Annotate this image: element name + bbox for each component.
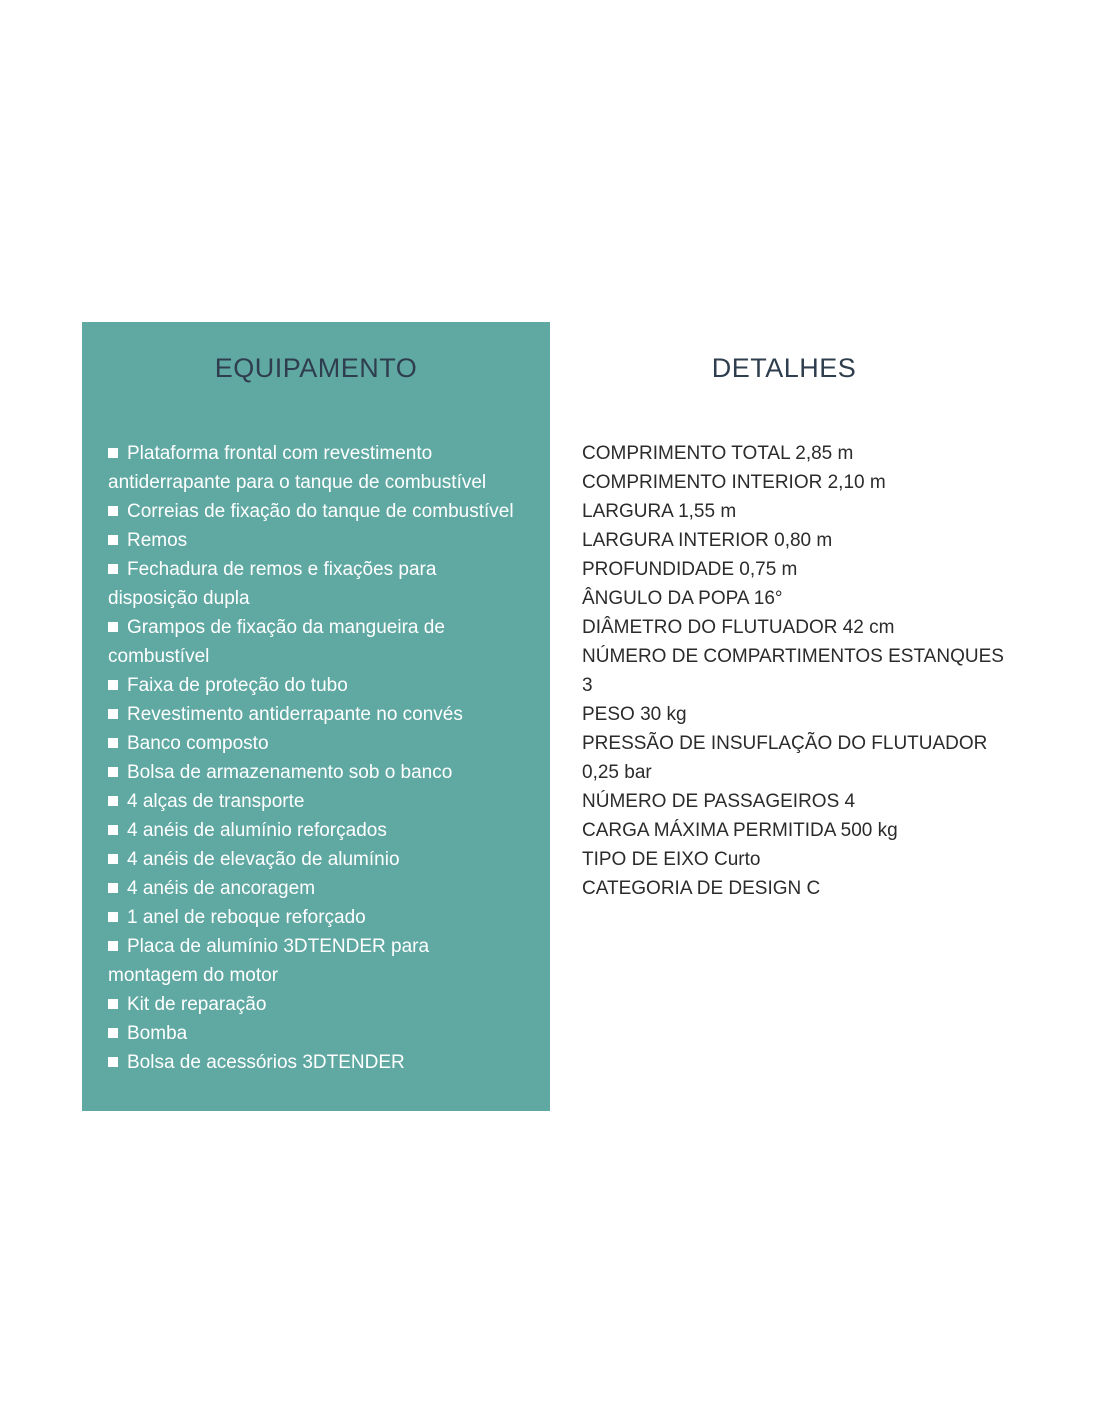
equipment-item-label: Fechadura de remos e fixações para disposição dupla — [108, 559, 437, 609]
equipment-list-item — [108, 758, 514, 787]
detail-line: CATEGORIA DE DESIGN C — [582, 878, 821, 899]
detail-line: NÚMERO DE PASSAGEIROS 4 — [582, 791, 856, 812]
square-bullet-icon — [108, 680, 118, 690]
equipment-list — [108, 439, 524, 1077]
equipment-item-label: 4 anéis de ancoragem — [127, 878, 316, 899]
equipment-item-label: Bolsa de armazenamento sob o banco — [127, 762, 453, 783]
detail-line: PRESSÃO DE INSUFLAÇÃO DO FLUTUADOR 0,25 bar — [582, 733, 988, 783]
equipment-item-label: Revestimento antiderrapante no convés — [127, 704, 463, 725]
equipment-item-label: Grampos de fixação da mangueira de combustível — [108, 617, 445, 667]
detail-line: NÚMERO DE COMPARTIMENTOS ESTANQUES 3 — [582, 646, 1004, 696]
equipment-list-item — [108, 729, 514, 758]
equipment-list-item — [108, 816, 514, 845]
equipment-list-item — [108, 671, 514, 700]
square-bullet-icon — [108, 912, 118, 922]
detail-line: DIÂMETRO DO FLUTUADOR 42 cm — [582, 617, 895, 638]
square-bullet-icon — [108, 622, 118, 632]
square-bullet-icon — [108, 738, 118, 748]
equipment-item-label: 4 alças de transporte — [127, 791, 305, 812]
details-title: DETALHES — [711, 353, 857, 383]
details-list — [550, 439, 1018, 903]
detail-line: PROFUNDIDADE 0,75 m — [582, 559, 798, 580]
equipment-item-label: Bolsa de acessórios 3DTENDER — [127, 1052, 405, 1073]
equipment-list-item — [108, 787, 514, 816]
equipment-list-item — [108, 555, 514, 613]
square-bullet-icon — [108, 564, 118, 574]
square-bullet-icon — [108, 941, 118, 951]
equipment-list-item — [108, 700, 514, 729]
square-bullet-icon — [108, 796, 118, 806]
square-bullet-icon — [108, 535, 118, 545]
detail-line: CARGA MÁXIMA PERMITIDA 500 kg — [582, 820, 898, 841]
square-bullet-icon — [108, 767, 118, 777]
detail-line: ÂNGULO DA POPA 16° — [582, 588, 783, 609]
detail-line: LARGURA 1,55 m — [582, 501, 737, 522]
equipment-item-label: Plataforma frontal com revestimento antiderrapante para o tanque de combustível — [108, 443, 487, 493]
equipment-panel — [82, 322, 550, 1111]
equipment-item-label: Kit de reparação — [127, 994, 267, 1015]
detail-line: PESO 30 kg — [582, 704, 687, 725]
square-bullet-icon — [108, 1057, 118, 1067]
square-bullet-icon — [108, 883, 118, 893]
equipment-list-item — [108, 613, 514, 671]
equipment-item-label: 4 anéis de alumínio reforçados — [127, 820, 387, 841]
square-bullet-icon — [108, 448, 118, 458]
equipment-item-label: Banco composto — [127, 733, 269, 754]
equipment-list-item — [108, 439, 514, 497]
equipment-list-item — [108, 874, 514, 903]
equipment-item-label: Bomba — [127, 1023, 188, 1044]
equipment-list-item — [108, 932, 514, 990]
equipment-item-label: Faixa de proteção do tubo — [127, 675, 348, 696]
equipment-title: EQUIPAMENTO — [214, 353, 418, 383]
detail-line: TIPO DE EIXO Curto — [582, 849, 761, 870]
square-bullet-icon — [108, 999, 118, 1009]
equipment-list-item — [108, 990, 514, 1019]
details-section — [550, 322, 1018, 903]
equipment-item-label: Remos — [127, 530, 188, 551]
square-bullet-icon — [108, 854, 118, 864]
square-bullet-icon — [108, 506, 118, 516]
equipment-item-label: 1 anel de reboque reforçado — [127, 907, 366, 928]
equipment-list-item — [108, 526, 514, 555]
equipment-item-label: Placa de alumínio 3DTENDER para montagem do motor — [108, 936, 430, 986]
detail-line: COMPRIMENTO TOTAL 2,85 m — [582, 443, 854, 464]
equipment-list-item — [108, 903, 514, 932]
equipment-list-item — [108, 1048, 514, 1077]
square-bullet-icon — [108, 1028, 118, 1038]
equipment-list-item — [108, 845, 514, 874]
square-bullet-icon — [108, 825, 118, 835]
equipment-list-item — [108, 1019, 514, 1048]
equipment-list-item — [108, 497, 514, 526]
square-bullet-icon — [108, 709, 118, 719]
equipment-item-label: 4 anéis de elevação de alumínio — [127, 849, 400, 870]
detail-line: COMPRIMENTO INTERIOR 2,10 m — [582, 472, 886, 493]
equipment-item-label: Correias de fixação do tanque de combustível — [127, 501, 514, 522]
detail-line: LARGURA INTERIOR 0,80 m — [582, 530, 833, 551]
